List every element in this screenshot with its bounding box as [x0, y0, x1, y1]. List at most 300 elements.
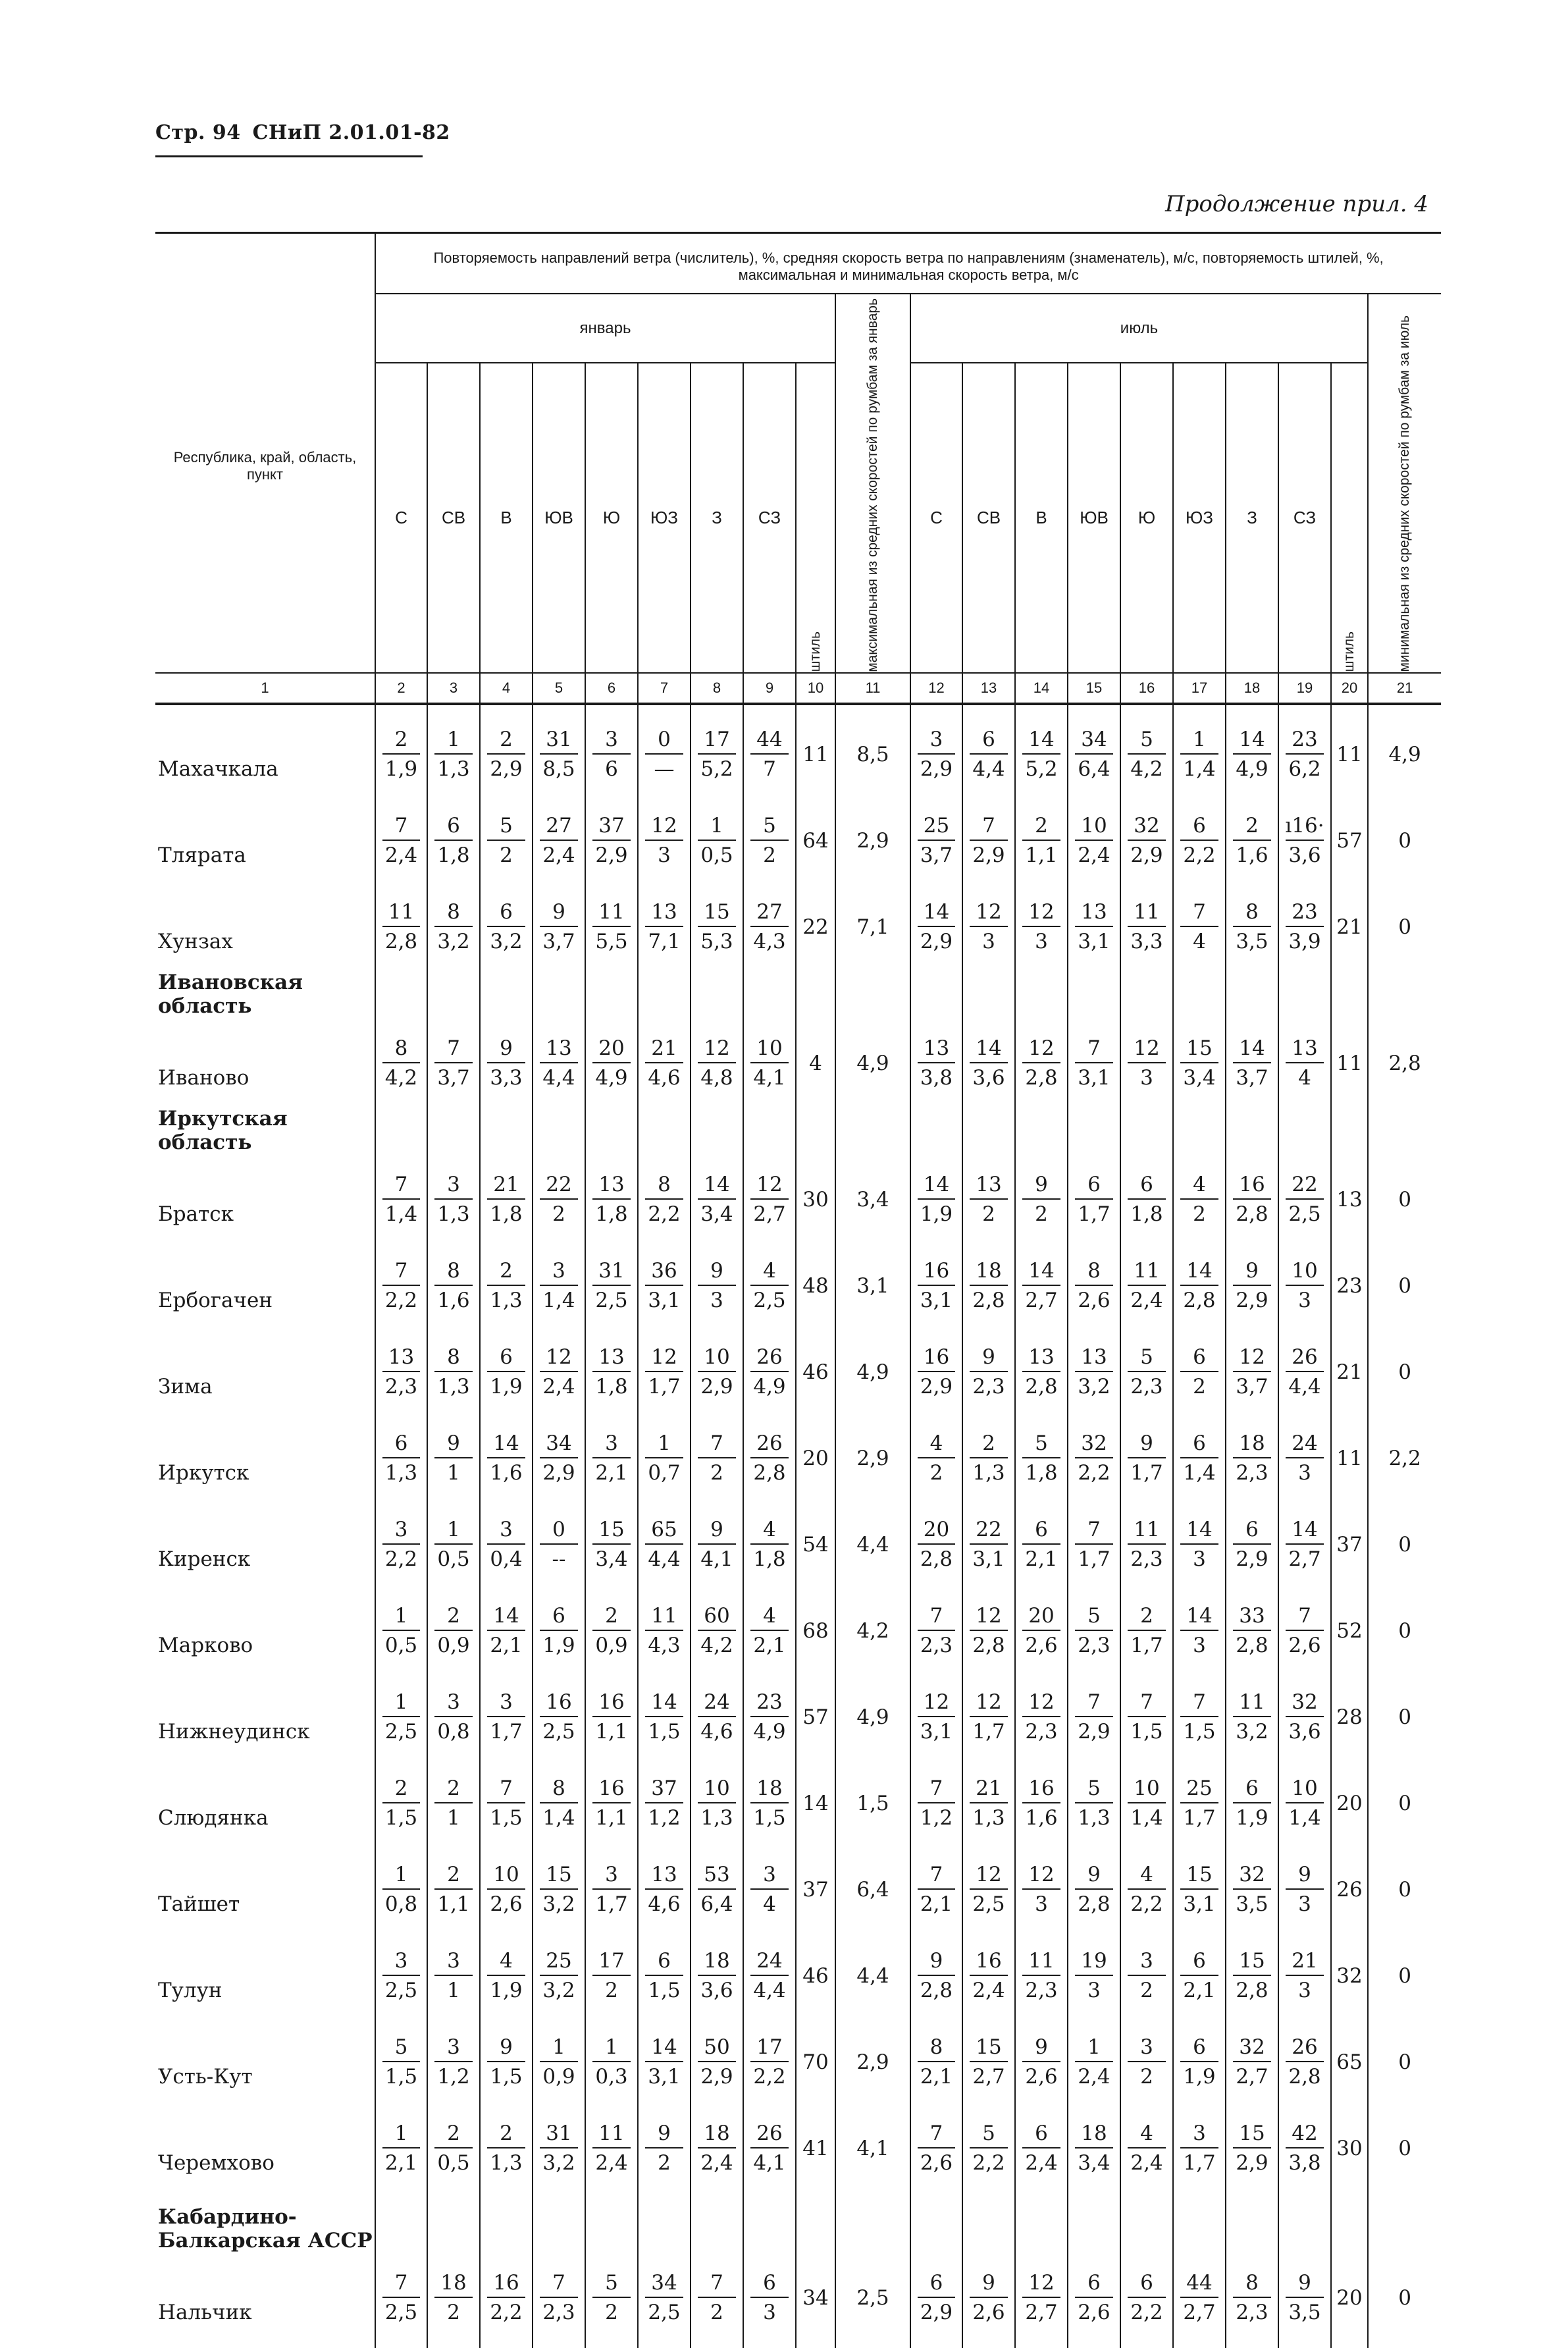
wind-frequency: 11 [598, 899, 625, 924]
wind-speed: 3 [1193, 1547, 1206, 1571]
direction-header-jul: ЮВ [1068, 363, 1120, 672]
wind-cell [533, 2255, 585, 2341]
wind-frequency: 7 [1140, 1690, 1153, 1714]
wind-frequency: 6 [982, 727, 995, 751]
wind-speed: 2,1 [384, 2150, 418, 2175]
wind-frequency: 16 [923, 1258, 950, 1283]
wind-frequency: 2 [447, 1603, 460, 1628]
wind-frequency: 8 [658, 1172, 671, 1196]
wind-speed: 1,7 [972, 1719, 1005, 1744]
wind-speed: 0,9 [542, 2064, 575, 2089]
wind-frequency: 14 [923, 1172, 950, 1196]
wind-frequency: 12 [1134, 1036, 1160, 1060]
wind-cell [638, 712, 691, 798]
wind-speed: 2 [710, 2300, 723, 2324]
wind-cell [638, 1243, 691, 1329]
direction-header-jul: З [1226, 363, 1278, 672]
wind-speed: 2,9 [1236, 1547, 1268, 1571]
wind-speed: 2,9 [1236, 1288, 1268, 1312]
wind-frequency: 9 [1245, 1258, 1259, 1283]
wind-cell [1226, 1674, 1278, 1761]
wind-cell [480, 1416, 533, 1502]
wind-frequency: 2 [447, 1776, 460, 1800]
wind-frequency: 14 [1292, 1517, 1318, 1541]
wind-speed: 3,3 [490, 1065, 523, 1090]
wind-speed: 2,4 [1130, 1288, 1163, 1312]
wind-cell [1120, 1588, 1173, 1674]
wind-frequency: 5 [982, 2121, 995, 2145]
wind-cell [1173, 1243, 1226, 1329]
wind-cell [743, 1847, 796, 1933]
wind-cell [962, 1416, 1015, 1502]
wind-speed: 2,2 [1130, 2300, 1163, 2324]
wind-cell [1278, 1243, 1331, 1329]
wind-speed: 2,4 [1025, 2150, 1058, 2175]
wind-frequency: 7 [1087, 1036, 1101, 1060]
wind-frequency: 32 [1239, 1862, 1265, 1886]
wind-frequency: 9 [710, 1258, 723, 1283]
wind-speed: 4,9 [753, 1374, 786, 1399]
wind-cell [910, 884, 962, 971]
wind-frequency: 21 [651, 1036, 677, 1060]
july-min-speed: 0 [1368, 2019, 1441, 2106]
wind-speed: 2,3 [1078, 1633, 1111, 1657]
wind-cell [533, 1847, 585, 1933]
wind-cell [691, 798, 743, 884]
direction-header-jul: СВ [962, 363, 1015, 672]
wind-cell [910, 1847, 962, 1933]
wind-speed: 0,8 [437, 1719, 470, 1744]
wind-cell [533, 1502, 585, 1588]
wind-cell [638, 798, 691, 884]
wind-speed: 2,8 [1183, 1288, 1216, 1312]
wind-cell [427, 1502, 480, 1588]
wind-speed: 3 [763, 2300, 776, 2324]
wind-cell [1068, 1243, 1120, 1329]
wind-speed: 3,6 [972, 1065, 1005, 1090]
wind-speed: 3,2 [542, 2150, 575, 2175]
column-number: 11 [835, 673, 910, 704]
wind-cell [533, 1761, 585, 1847]
wind-cell [691, 2255, 743, 2341]
wind-cell [962, 798, 1015, 884]
wind-speed: 4,2 [1130, 757, 1163, 781]
july-calm: 30 [1331, 2106, 1368, 2192]
wind-cell [1226, 2255, 1278, 2341]
wind-cell [427, 1243, 480, 1329]
wind-cell [1278, 1329, 1331, 1416]
wind-cell [1173, 1847, 1226, 1933]
station-name: Хунзах [158, 929, 233, 953]
wind-cell [427, 712, 480, 798]
wind-cell [962, 1761, 1015, 1847]
wind-frequency: 8 [447, 1258, 460, 1283]
station-name: Черемхово [158, 2150, 274, 2175]
wind-speed: 3,1 [972, 1547, 1005, 1571]
wind-cell [910, 1588, 962, 1674]
wind-frequency: 24 [704, 1690, 730, 1714]
wind-frequency: 34 [546, 1431, 572, 1455]
wind-speed: 3,7 [437, 1065, 470, 1090]
wind-frequency: 32 [1134, 813, 1160, 838]
wind-cell [1015, 1588, 1068, 1674]
wind-frequency: 5 [500, 813, 513, 838]
wind-speed: 1,3 [972, 1460, 1005, 1485]
direction-header-jul: Ю [1120, 363, 1173, 672]
wind-frequency: 1 [447, 727, 460, 751]
wind-frequency: 3 [447, 1690, 460, 1714]
group-row [155, 1107, 1441, 1157]
july-calm: 13 [1331, 1157, 1368, 1243]
wind-cell [1068, 798, 1120, 884]
wind-cell [1120, 1761, 1173, 1847]
wind-frequency: 37 [651, 1776, 677, 1800]
wind-frequency: 65 [651, 1517, 677, 1541]
wind-cell [533, 712, 585, 798]
wind-speed: 2,5 [595, 1288, 628, 1312]
wind-cell [1015, 2255, 1068, 2341]
wind-cell [743, 1416, 796, 1502]
wind-speed: 4,9 [1236, 757, 1268, 781]
wind-frequency: 2 [394, 727, 408, 751]
january-calm: 22 [796, 884, 835, 971]
wind-speed: 4,1 [753, 2150, 786, 2175]
wind-speed: 2,4 [542, 843, 575, 867]
wind-cell [638, 1329, 691, 1416]
wind-cell [743, 1243, 796, 1329]
wind-speed: 0,8 [384, 1892, 418, 1916]
wind-cell [1015, 884, 1068, 971]
wind-cell [691, 1329, 743, 1416]
wind-frequency: 18 [756, 1776, 783, 1800]
wind-frequency: 12 [1239, 1345, 1265, 1369]
wind-frequency: 6 [500, 1345, 513, 1369]
wind-speed: 2,8 [972, 1288, 1005, 1312]
wind-speed: 2 [982, 1202, 995, 1226]
wind-speed: 1,6 [1236, 843, 1268, 867]
wind-frequency: 6 [447, 813, 460, 838]
january-calm: 57 [796, 1674, 835, 1761]
wind-frequency: 14 [493, 1603, 519, 1628]
january-max-speed: 4,4 [835, 1933, 910, 2019]
wind-speed: 2,3 [1236, 2300, 1268, 2324]
wind-frequency: 18 [1081, 2121, 1107, 2145]
wind-cell [1278, 1588, 1331, 1674]
wind-frequency: 6 [658, 1948, 671, 1973]
july-calm: 11 [1331, 712, 1368, 798]
wind-cell [427, 1933, 480, 2019]
wind-frequency: 13 [598, 1345, 625, 1369]
wind-frequency: 9 [1298, 1862, 1311, 1886]
wind-cell [533, 1157, 585, 1243]
wind-speed: 2 [763, 843, 776, 867]
wind-cell [1226, 1588, 1278, 1674]
wind-cell [1173, 1416, 1226, 1502]
january-max-speed: 4,1 [835, 2106, 910, 2192]
wind-cell [1120, 884, 1173, 971]
wind-speed: 1 [447, 1978, 460, 2002]
wind-frequency: 9 [500, 1036, 513, 1060]
wind-cell [375, 1502, 427, 1588]
spacer-row [155, 704, 1441, 712]
wind-speed: 2 [1140, 2064, 1153, 2089]
wind-speed: 3 [658, 843, 671, 867]
wind-cell [533, 1588, 585, 1674]
july-min-speed: 0 [1368, 2106, 1441, 2192]
wind-speed: 0,5 [700, 843, 733, 867]
wind-cell [1015, 2106, 1068, 2192]
wind-frequency: 31 [546, 727, 572, 751]
wind-frequency: 6 [394, 1431, 408, 1455]
wind-speed: 1,8 [437, 843, 470, 867]
wind-cell [638, 1588, 691, 1674]
wind-frequency: 3 [447, 1948, 460, 1973]
wind-cell [375, 1674, 427, 1761]
january-calm: 30 [796, 1157, 835, 1243]
wind-cell [962, 1674, 1015, 1761]
wind-cell [691, 1243, 743, 1329]
january-calm: 48 [796, 1243, 835, 1329]
january-calm: 68 [796, 1588, 835, 1674]
wind-speed: 1,3 [700, 1805, 733, 1830]
january-calm: 46 [796, 1933, 835, 2019]
wind-cell [691, 1761, 743, 1847]
wind-frequency: 14 [1028, 727, 1055, 751]
wind-cell [1120, 1847, 1173, 1933]
wind-cell [910, 1761, 962, 1847]
wind-cell [533, 1416, 585, 1502]
wind-speed: 3,1 [1078, 929, 1111, 953]
column-number: 5 [533, 673, 585, 704]
wind-cell [1015, 712, 1068, 798]
wind-frequency: 23 [1292, 899, 1318, 924]
wind-speed: 2,2 [753, 2064, 786, 2089]
wind-speed: 2,1 [595, 1460, 628, 1485]
wind-cell [743, 1588, 796, 1674]
wind-cell [1278, 1674, 1331, 1761]
wind-speed: 2,4 [595, 2150, 628, 2175]
wind-frequency: 6 [1140, 1172, 1153, 1196]
wind-speed: 1,9 [490, 1978, 523, 2002]
wind-speed: 1,3 [437, 1202, 470, 1226]
group-name: Ивановская область [158, 970, 303, 1018]
wind-speed: 2 [1035, 1202, 1048, 1226]
wind-speed: 3,8 [1288, 2150, 1321, 2175]
wind-cell [1120, 1243, 1173, 1329]
wind-frequency: 5 [1035, 1431, 1048, 1455]
wind-cell [691, 1588, 743, 1674]
wind-cell [691, 884, 743, 971]
july-min-speed: 0 [1368, 1674, 1441, 1761]
wind-cell [480, 1502, 533, 1588]
wind-speed: 2,2 [1183, 843, 1216, 867]
wind-speed: 2,6 [972, 2300, 1005, 2324]
wind-frequency: 16 [598, 1690, 625, 1714]
wind-cell [1015, 1847, 1068, 1933]
wind-speed: 3,4 [595, 1547, 628, 1571]
wind-speed: 2,2 [1078, 1460, 1111, 1485]
wind-speed: 2,9 [920, 1374, 953, 1399]
wind-frequency: 17 [704, 727, 730, 751]
wind-speed: 4,4 [1288, 1374, 1321, 1399]
wind-cell [1120, 1157, 1173, 1243]
wind-speed: 3,5 [1236, 1892, 1268, 1916]
wind-speed: 2,2 [648, 1202, 681, 1226]
wind-speed: 4,3 [753, 929, 786, 953]
wind-cell [1120, 798, 1173, 884]
wind-speed: 2,3 [1130, 1547, 1163, 1571]
wind-frequency: 3 [1193, 2121, 1206, 2145]
wind-speed: 4 [1193, 929, 1206, 953]
wind-cell [480, 1847, 533, 1933]
wind-frequency: 6 [1140, 2270, 1153, 2295]
page-header [155, 121, 450, 144]
wind-speed: 0,3 [595, 2064, 628, 2089]
wind-frequency: 9 [658, 2121, 671, 2145]
month-july: июль [910, 294, 1368, 363]
wind-speed: 3,8 [920, 1065, 953, 1090]
wind-frequency: 14 [976, 1036, 1002, 1060]
wind-speed: 2,4 [700, 2150, 733, 2175]
wind-cell [427, 1329, 480, 1416]
wind-cell [427, 2255, 480, 2341]
wind-frequency: 0 [552, 1517, 565, 1541]
wind-cell [585, 798, 638, 884]
wind-cell [1226, 1329, 1278, 1416]
wind-cell [910, 1416, 962, 1502]
wind-speed: 2,3 [384, 1374, 418, 1399]
wind-cell [585, 2106, 638, 2192]
wind-frequency: 1 [394, 1862, 408, 1886]
wind-cell [1173, 1021, 1226, 1107]
wind-speed: 1,3 [437, 1374, 470, 1399]
wind-speed: 2,5 [384, 2300, 418, 2324]
wind-speed: 2,2 [1130, 1892, 1163, 1916]
wind-speed: 2,9 [920, 2300, 953, 2324]
wind-speed: 1,3 [490, 2150, 523, 2175]
station-row [155, 798, 1441, 884]
wind-cell [1015, 1502, 1068, 1588]
calm-header-jan [796, 363, 835, 672]
wind-speed: 2,2 [490, 2300, 523, 2324]
wind-speed: 1,4 [542, 1805, 575, 1830]
wind-frequency: 13 [1292, 1036, 1318, 1060]
wind-cell [375, 1021, 427, 1107]
wind-speed: 1,1 [437, 1892, 470, 1916]
wind-speed: 1,4 [542, 1288, 575, 1312]
wind-cell [480, 1329, 533, 1416]
wind-frequency: 13 [1081, 1345, 1107, 1369]
wind-cell [1015, 2019, 1068, 2106]
wind-cell [1120, 1021, 1173, 1107]
column-number: 18 [1226, 673, 1278, 704]
wind-cell [1226, 1761, 1278, 1847]
wind-cell [1226, 1021, 1278, 1107]
wind-cell [375, 1416, 427, 1502]
wind-cell [585, 1588, 638, 1674]
july-calm: 28 [1331, 1674, 1368, 1761]
wind-frequency: 14 [704, 1172, 730, 1196]
wind-cell [375, 2019, 427, 2106]
wind-speed: 3 [1193, 1633, 1206, 1657]
wind-speed: 3,7 [1236, 1065, 1268, 1090]
station-row [155, 1847, 1441, 1933]
wind-speed: 2 [552, 1202, 565, 1226]
wind-speed: 2,3 [542, 2300, 575, 2324]
wind-speed: 3 [1035, 1892, 1048, 1916]
wind-cell [1173, 2019, 1226, 2106]
wind-frequency: 10 [756, 1036, 783, 1060]
wind-cell [375, 1933, 427, 2019]
wind-cell [1173, 1933, 1226, 2019]
wind-cell [1226, 1416, 1278, 1502]
wind-speed: 3 [982, 929, 995, 953]
wind-frequency: 25 [923, 813, 950, 838]
wind-frequency: 18 [976, 1258, 1002, 1283]
wind-speed: 1,9 [490, 1374, 523, 1399]
wind-frequency: 44 [756, 727, 783, 751]
wind-speed: 2,5 [753, 1288, 786, 1312]
wind-cell [910, 1021, 962, 1107]
wind-frequency: 2 [982, 1431, 995, 1455]
wind-speed: 1,7 [1183, 1805, 1216, 1830]
wind-speed: 4,4 [648, 1547, 681, 1571]
wind-frequency: 6 [1035, 2121, 1048, 2145]
wind-speed: 2,4 [384, 843, 418, 867]
january-calm: 20 [796, 1416, 835, 1502]
wind-cell [1068, 1416, 1120, 1502]
wind-frequency: 2 [447, 2121, 460, 2145]
wind-cell [962, 1329, 1015, 1416]
direction-header-jan: СВ [427, 363, 480, 672]
wind-frequency: 34 [1081, 727, 1107, 751]
wind-cell [1278, 2019, 1331, 2106]
wind-frequency: 12 [1028, 1690, 1055, 1714]
wind-speed: 2,3 [1025, 1719, 1058, 1744]
wind-speed: 0,4 [490, 1547, 523, 1571]
wind-cell [585, 712, 638, 798]
wind-cell [1278, 1416, 1331, 1502]
wind-frequency: 3 [500, 1690, 513, 1714]
wind-frequency: 7 [1087, 1517, 1101, 1541]
column-number: 15 [1068, 673, 1120, 704]
wind-frequency: 9 [1087, 1862, 1101, 1886]
wind-speed: 2,8 [1236, 1633, 1268, 1657]
wind-speed: 3,7 [542, 929, 575, 953]
wind-speed: 3,1 [1183, 1892, 1216, 1916]
wind-frequency: 3 [929, 727, 943, 751]
station-name: Ербогачен [158, 1288, 273, 1312]
wind-speed: 3,1 [920, 1288, 953, 1312]
wind-cell [427, 1416, 480, 1502]
wind-speed: 2,8 [1236, 1202, 1268, 1226]
wind-speed: 2,6 [1078, 1288, 1111, 1312]
wind-frequency: 12 [976, 899, 1002, 924]
column-number: 2 [375, 673, 427, 704]
wind-speed: 2,3 [1130, 1374, 1163, 1399]
wind-cell [910, 798, 962, 884]
wind-speed: 3,3 [1130, 929, 1163, 953]
wind-speed: 2,6 [1078, 2300, 1111, 2324]
direction-header-jul: СЗ [1278, 363, 1331, 672]
wind-cell [743, 712, 796, 798]
wind-cell [691, 2106, 743, 2192]
wind-frequency: 11 [1134, 1258, 1160, 1283]
wind-frequency: 31 [546, 2121, 572, 2145]
month-january: январь [375, 294, 835, 363]
direction-header-jan: З [691, 363, 743, 672]
wind-frequency: 8 [1245, 899, 1259, 924]
